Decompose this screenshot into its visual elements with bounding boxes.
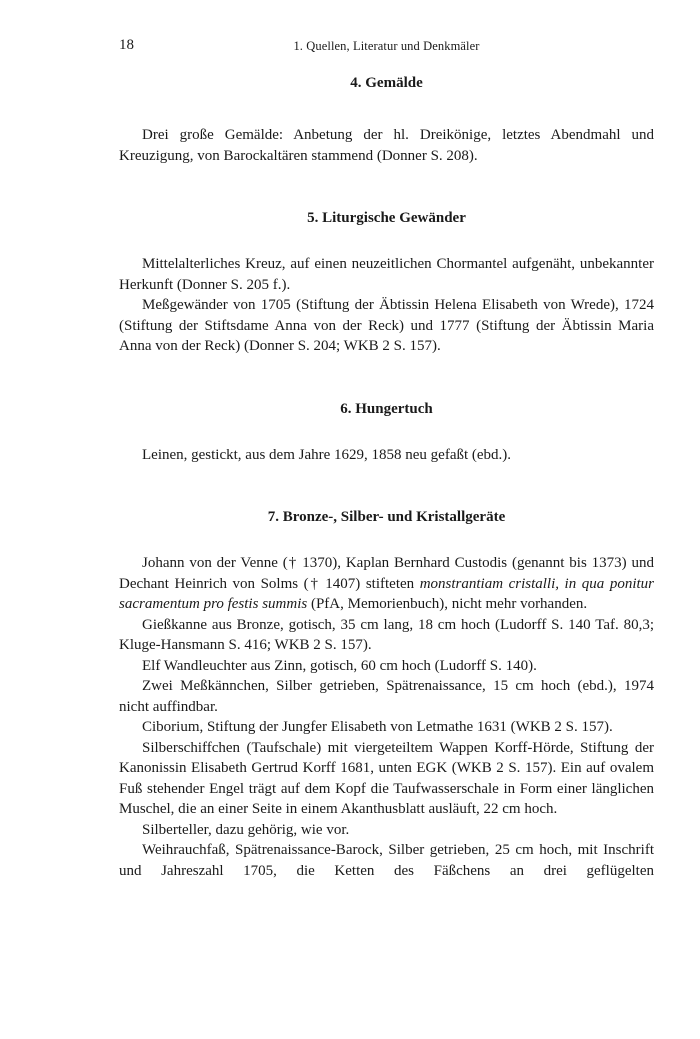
running-head [119, 37, 654, 61]
section-heading-liturgische-gewaender: 5. Liturgische Gewänder [307, 210, 466, 226]
paragraph: Gießkanne aus Bronze, gotisch, 35 cm lang, 18 cm hoch (Ludorff S. 140 Taf. 80,3; Kluge-Hansmann S. 416; WKB 2 S. 157). [119, 616, 654, 653]
paragraph-monstranz [119, 553, 654, 615]
document-page [119, 37, 654, 881]
latin-quotation: monstrantiam cristalli, in qua ponitur sacramentum pro festis summis [119, 575, 654, 612]
paragraph: Elf Wandleuchter aus Zinn, gotisch, 60 cm hoch (Ludorff S. 140). [142, 657, 537, 674]
section-heading-gemaelde: 4. Gemälde [350, 75, 423, 91]
paragraph: Zwei Meßkännchen, Silber getrieben, Spätrenaissance, 15 cm hoch (ebd.), 1974 nicht auffindbar. [119, 678, 654, 715]
paragraph: Silberteller, dazu gehörig, wie vor. [142, 821, 350, 838]
paragraph: Silberschiffchen (Taufschale) mit viergeteiltem Wappen Korff-Hörde, Stiftung der Kanonissin Elisabeth Gertrud Korff 1681, unten EGK (WKB 2 S. 157). Ein auf ovalem Fuß stehender Engel trägt auf dem Kopf die Taufwasserschale in Form einer länglichen Muschel, die an einer Seite in einem Akanthusblatt ausläuft, 22 cm hoch. [119, 739, 654, 817]
paragraph-text: (PfA, Memorienbuch), nicht mehr vorhanden. [307, 596, 588, 612]
section-heading-bronze-silber-kristall: 7. Bronze-, Silber- und Kristallgeräte [267, 509, 506, 525]
paragraph: Mittelalterliches Kreuz, auf einen neuzeitlichen Chormantel aufgenäht, unbekannter Herkunft (Donner S. 205 f.). [119, 256, 654, 293]
section-body-gemaelde [119, 125, 654, 166]
running-title: 1. Quellen, Literatur und Denkmäler [293, 39, 480, 53]
paragraph-last: Weihrauchfaß, Spätrenaissance-Barock, Silber getrieben, 25 cm hoch, mit Inschrift und Jahreszahl 1705, die Ketten des Fäßchens an drei geflügelten [119, 842, 654, 879]
paragraph: Leinen, gestickt, aus dem Jahre 1629, 1858 neu gefaßt (ebd.). [142, 446, 512, 463]
section-body-hungertuch [119, 445, 654, 466]
paragraph: Ciborium, Stiftung der Jungfer Elisabeth von Letmathe 1631 (WKB 2 S. 157). [142, 719, 613, 735]
paragraph: Meßgewänder von 1705 (Stiftung der Äbtissin Helena Elisabeth von Wrede), 1724 (Stiftung der Stiftsdame Anna von der Reck) und 1777 (Stiftung der Äbtissin Maria Anna von der Reck) (Donner S. 204; WKB 2 S. 157). [119, 297, 654, 354]
section-body-liturgische-gewaender [119, 254, 654, 357]
section-heading-hungertuch: 6. Hungertuch [340, 400, 433, 417]
page-number: 18 [119, 37, 134, 53]
paragraph-text: Johann von der Venne († 1370), Kaplan Bernhard Custodis (genannt bis 1373) und Dechant Heinrich von Solms († 1407) stifteten [119, 555, 654, 592]
paragraph: Drei große Gemälde: Anbetung der hl. Dreikönige, letztes Abendmahl und Kreuzigung, von Barockaltären stammend (Donner S. 208). [119, 127, 654, 164]
section-body-bronze-silber-kristall [119, 553, 654, 881]
